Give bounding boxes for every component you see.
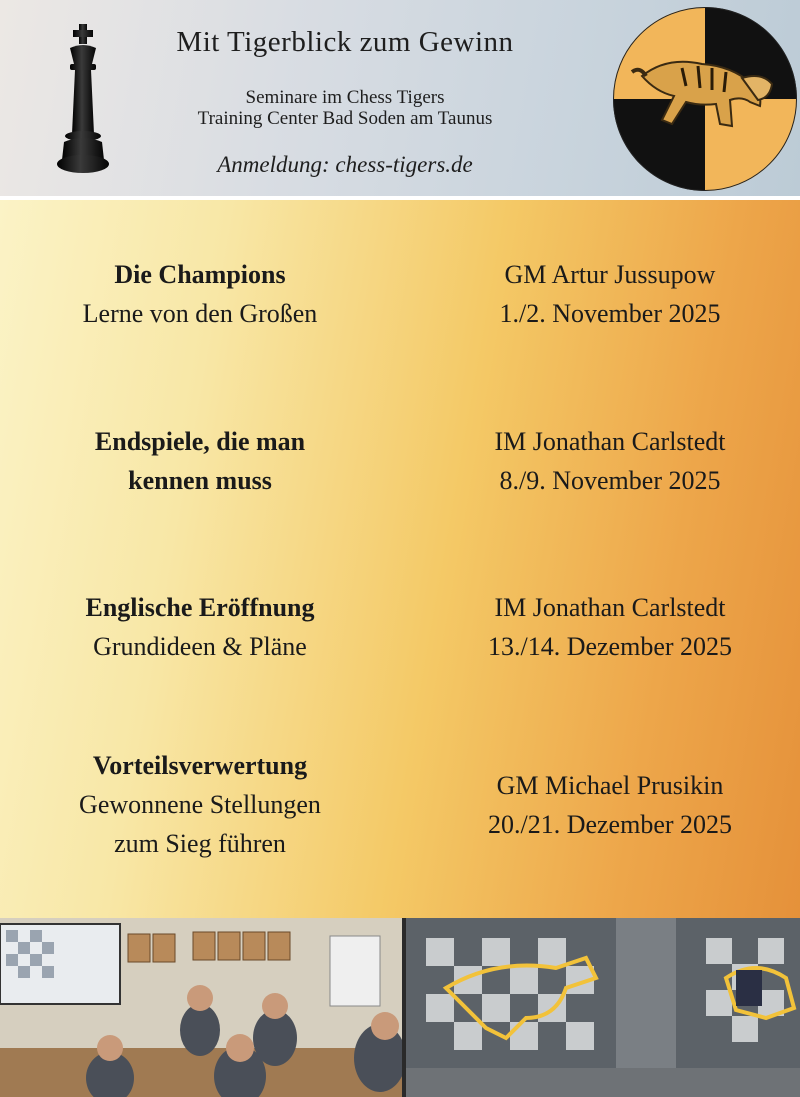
- seminar-list: [0, 200, 800, 918]
- page-title: Mit Tigerblick zum Gewinn: [176, 26, 514, 58]
- seminar-1-topic: [15, 255, 385, 333]
- subtitle-line-1: Seminare im Chess Tigers: [245, 87, 445, 108]
- photo-strip: [0, 918, 800, 1097]
- seminar-4-details: [420, 766, 800, 844]
- seminar-subtitle: Grundideen & Pläne: [93, 632, 307, 661]
- chess-king-icon: [48, 22, 118, 178]
- seminar-subtitle: Gewonnene Stellungen: [79, 790, 321, 819]
- seminar-title: Englische Eröffnung: [85, 593, 315, 622]
- seminar-3-details: [420, 588, 800, 666]
- subtitle-line-2: Training Center Bad Soden am Taunus: [197, 108, 493, 129]
- seminar-1-details: [420, 255, 800, 333]
- seminar-date: 1./2. November 2025: [499, 299, 721, 328]
- seminar-room-photo: [0, 918, 402, 1097]
- seminar-2-details: [420, 422, 800, 500]
- seminar-title-line-2: kennen muss: [128, 466, 272, 495]
- seminar-title: Endspiele, die man: [94, 427, 306, 456]
- seminar-subtitle-line-2: zum Sieg führen: [114, 829, 286, 858]
- tiger-logo-icon: [612, 6, 798, 192]
- seminar-date: 8./9. November 2025: [499, 466, 721, 495]
- seminar-trainer: IM Jonathan Carlstedt: [494, 427, 726, 456]
- seminar-date: 13./14. Dezember 2025: [487, 632, 733, 661]
- seminar-trainer: GM Michael Prusikin: [496, 771, 724, 800]
- storefront-photo: [406, 918, 800, 1097]
- seminar-date: 20./21. Dezember 2025: [487, 810, 733, 839]
- seminar-subtitle: Lerne von den Großen: [82, 299, 318, 328]
- seminar-title: Die Champions: [114, 260, 286, 289]
- header-banner: [0, 0, 800, 200]
- seminar-2-topic: [15, 422, 385, 500]
- registration-link[interactable]: Anmeldung: chess-tigers.de: [217, 152, 473, 177]
- seminar-trainer: GM Artur Jussupow: [504, 260, 716, 289]
- seminar-title: Vorteilsverwertung: [92, 751, 308, 780]
- seminar-trainer: IM Jonathan Carlstedt: [494, 593, 726, 622]
- seminar-3-topic: [15, 588, 385, 666]
- seminar-4-topic: [15, 746, 385, 863]
